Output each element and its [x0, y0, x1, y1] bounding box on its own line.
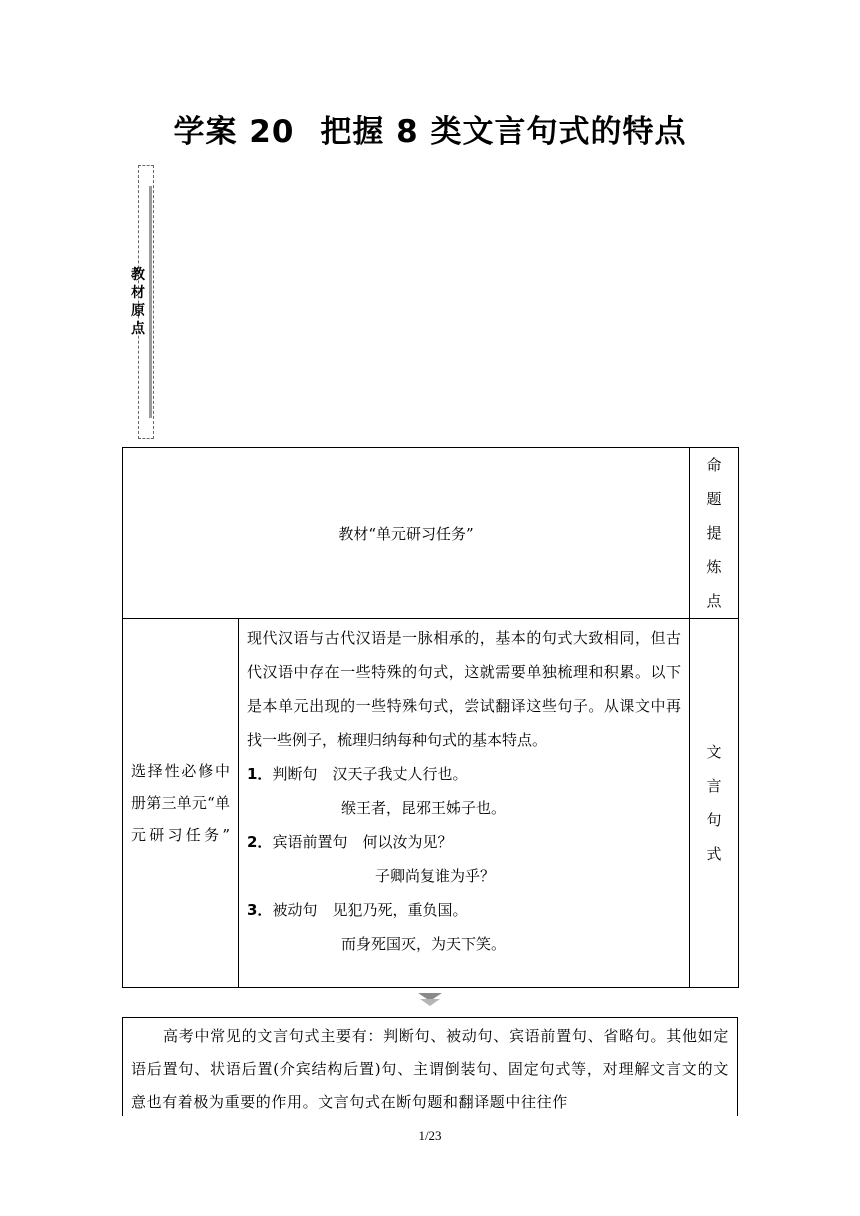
- list-item-example: 子卿尚复谁为乎？: [375, 867, 496, 885]
- list-item: 2．宾语前置句 何以汝为见？: [247, 833, 453, 851]
- page-number: 1/23: [418, 1128, 442, 1143]
- side-decoration-bar: [149, 186, 152, 418]
- title-prefix: 学案 20: [173, 114, 295, 150]
- summary-text: 高考中常见的文言句式主要有：判断句、被动句、宾语前置句、省略句。其他如定语后置句、状语后置(介宾结构后置)句、主谓倒装句、固定句式等，对理解文言文的文意也有着极为重要的作用。文言句式在断句题和翻译题中往往作: [131, 1027, 729, 1111]
- list-item: 1．判断句 汉天子我丈人行也。: [247, 765, 468, 783]
- chevron-down-icon: [418, 993, 442, 1007]
- page-title: [0, 106, 860, 151]
- content-intro: 现代汉语与古代汉语是一脉相承的，基本的句式大致相同，但古代汉语中存在一些特殊的句式，这就需要单独梳理和积累。以下是本单元出现的一些特殊句式，尝试翻译这些句子。从课文中再找一些例子，梳理归纳每种句式的基本特点。: [247, 629, 681, 749]
- title-main: 把握 8 类文言句式的特点: [320, 114, 687, 150]
- table-content-cell: [239, 619, 690, 988]
- list-item: 3．被动句 见犯乃死，重负国。: [247, 901, 468, 919]
- task-table: [122, 447, 739, 988]
- table-right-cell: 文言句式: [690, 619, 739, 988]
- table-header-side: 命题提炼点: [690, 448, 739, 619]
- side-label: 教材原点: [131, 267, 145, 337]
- table-header-main: 教材“单元研习任务”: [123, 448, 690, 619]
- left-cell-text: 选择性必修中册第三单元“单元研习任务”: [131, 762, 230, 844]
- summary-box: [122, 1017, 738, 1116]
- list-item-example: 缑王者，昆邪王姊子也。: [341, 799, 507, 817]
- table-left-cell: [123, 619, 239, 988]
- list-item-example: 而身死国灭，为天下笑。: [341, 935, 507, 953]
